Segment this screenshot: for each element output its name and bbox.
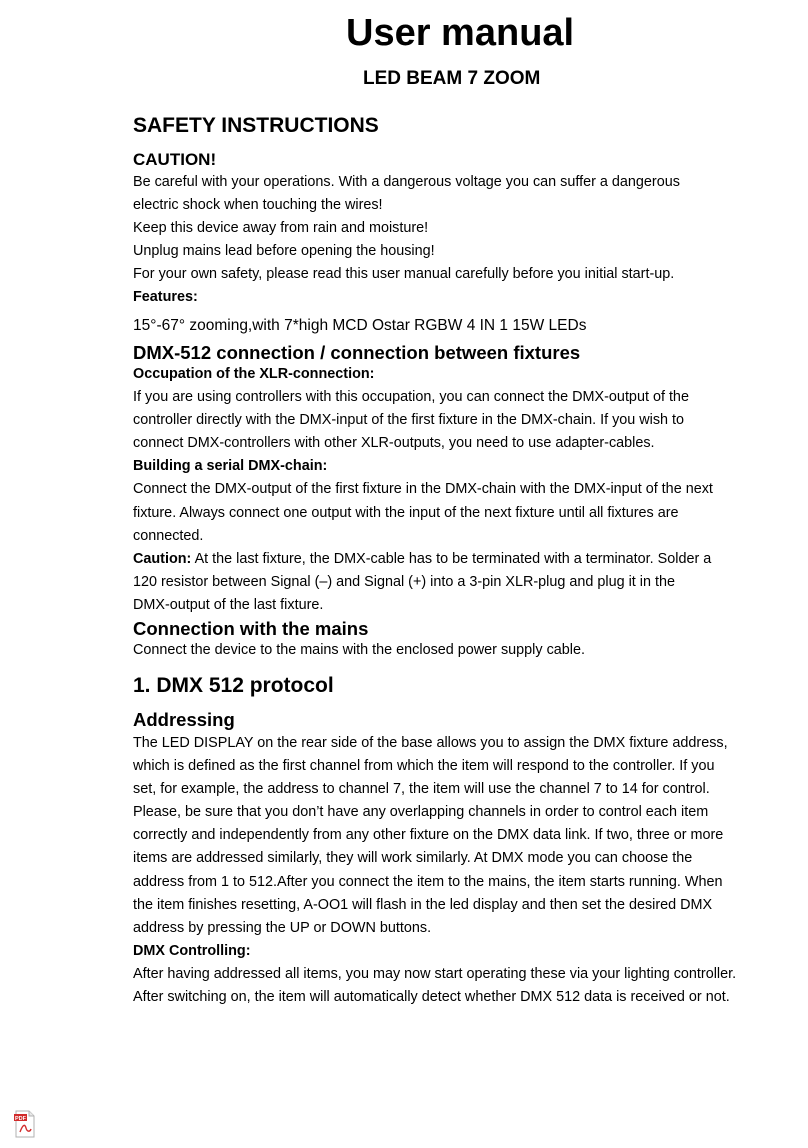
addressing-line: which is defined as the first channel from which the item will respond to the controller. If you [133, 758, 715, 775]
safety-line: For your own safety, please read this user manual carefully before you initial start-up. [133, 266, 675, 283]
caution-line: DMX-output of the last fixture. [133, 596, 324, 613]
controlling-heading: DMX Controlling: [133, 942, 251, 959]
chain-line: Connect the DMX-output of the first fixture in the DMX-chain with the DMX-input of the next [133, 481, 713, 498]
pdf-file-icon [14, 1110, 36, 1138]
chain-line: connected. [133, 527, 204, 544]
addressing-line: correctly and independently from any other fixture on the DMX data link. If two, three or more [133, 827, 724, 844]
page-title: User manual [346, 12, 575, 54]
caution-heading: CAUTION! [133, 150, 217, 169]
addressing-line: address by pressing the UP or DOWN buttons. [133, 919, 432, 936]
caution-label: Caution: [133, 550, 192, 567]
safety-line: Keep this device away from rain and moisture! [133, 220, 429, 237]
xlr-line: controller directly with the DMX-input of the first fixture in the DMX-chain. If you wish to [133, 412, 685, 429]
controlling-line: After having addressed all items, you may now start operating these via your lighting controller. [133, 965, 737, 982]
addressing-line: items are addressed similarly, they will work similarly. At DMX mode you can choose the [133, 850, 693, 867]
xlr-heading: Occupation of the XLR-connection: [133, 366, 375, 382]
chain-line: fixture. Always connect one output with the input of the next fixture until all fixtures are [133, 504, 679, 521]
controlling-line: After switching on, the item will automatically detect whether DMX 512 data is received or not. [133, 989, 730, 1006]
dmx-connection-heading: DMX-512 connection / connection between fixtures [133, 342, 581, 363]
caution-line: 120 resistor between Signal (–) and Signal (+) into a 3-pin XLR-plug and plug it in the [133, 573, 675, 590]
caution-text: At the last fixture, the DMX-cable has to be terminated with a terminator. Solder a [191, 550, 712, 567]
addressing-line: The LED DISPLAY on the rear side of the base allows you to assign the DMX fixture address, [133, 735, 728, 751]
safety-line: Be careful with your operations. With a dangerous voltage you can suffer a dangerous [133, 174, 680, 190]
addressing-line: set, for example, the address to channel 7, the item will use the channel 7 to 14 for control. [133, 781, 710, 798]
protocol-heading: 1. DMX 512 protocol [133, 674, 334, 697]
features-text: 15°-67° zooming,with 7*high MCD Ostar RGBW 4 IN 1 15W LEDs [133, 317, 587, 334]
mains-line: Connect the device to the mains with the enclosed power supply cable. [133, 642, 585, 658]
safety-text [133, 171, 680, 310]
mains-text [133, 639, 585, 662]
caution-line [133, 548, 713, 571]
addressing-heading: Addressing [133, 709, 235, 730]
pdf-icon-label: PDF [15, 1115, 26, 1122]
addressing-line: address from 1 to 512.After you connect the item to the mains, the item starts running. When [133, 873, 723, 890]
dmx-connection-text [133, 363, 713, 617]
chain-heading: Building a serial DMX-chain: [133, 458, 328, 475]
addressing-text [133, 732, 736, 1009]
addressing-line: the item finishes resetting, A-OO1 will flash in the led display and then set the desired DMX [133, 896, 713, 913]
product-name: LED BEAM 7 ZOOM [363, 68, 541, 89]
mains-heading: Connection with the mains [133, 618, 369, 639]
xlr-line: connect DMX-controllers with other XLR-outputs, you need to use adapter-cables. [133, 435, 655, 452]
safety-line: Unplug mains lead before opening the housing! [133, 243, 435, 260]
features-heading: Features: [133, 289, 198, 306]
addressing-line: Please, be sure that you don’t have any overlapping channels in order to control each item [133, 804, 709, 821]
safety-heading: SAFETY INSTRUCTIONS [133, 114, 379, 137]
xlr-line: If you are using controllers with this occupation, you can connect the DMX-output of the [133, 389, 689, 406]
safety-line: electric shock when touching the wires! [133, 197, 383, 214]
